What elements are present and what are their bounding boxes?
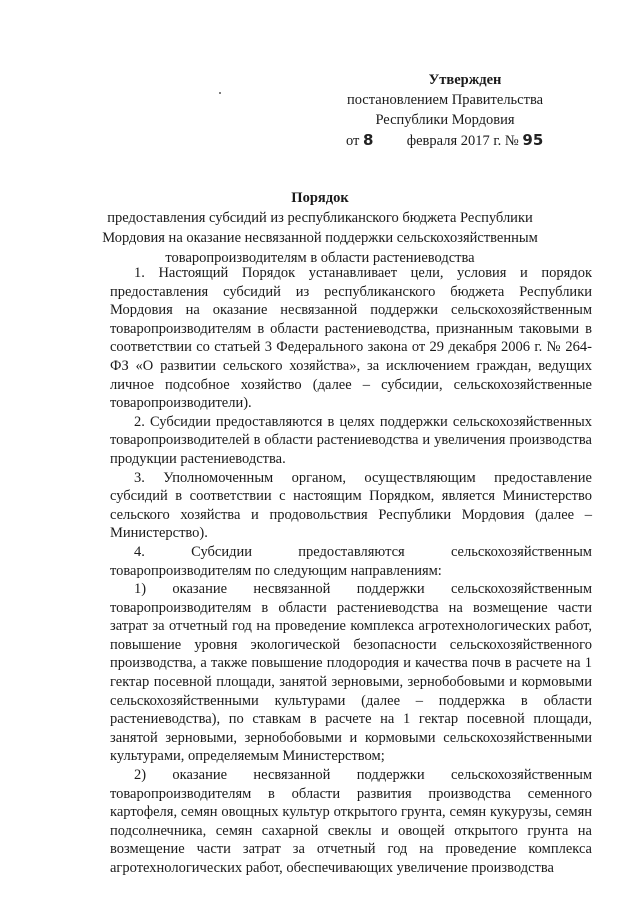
document-subtitle: предоставления субсидий из республиканского бюджета Республики Мордовия на оказание несвязанной поддержки сельскохозяйственным товаропроизводителям в области растениеводства bbox=[102, 210, 538, 266]
paragraph-2: 2. Субсидии предоставляются в целях поддержки сельскохозяйственных товаропроизводителей в области растениеводства и увеличения производства продукции растениеводства. bbox=[110, 413, 592, 467]
date-month-year: февраля 2017 г. № bbox=[406, 133, 519, 149]
paragraph-4: 4. Субсидии предоставляются сельскохозяйственным товаропроизводителям по следующим направлениям: bbox=[110, 543, 592, 579]
document-number-handwritten: 95 bbox=[522, 131, 544, 149]
paragraph-1: 1. Настоящий Порядок устанавливает цели, условия и порядок предоставления субсидий из республиканского бюджета Республики Мордовия на оказание несвязанной поддержки сельскохозяйственным товаропроизводителям в области растениеводства, признанным таковыми в соответствии со статьей 3 Федерального закона от 29 декабря 2006 г. № 264-ФЗ «О развитии сельского хозяйства», за исключением граждан, ведущих личное подсобное хозяйство (далее – субсидии, сельскохозяйственные товаропроизводители). bbox=[110, 265, 592, 412]
date-prefix: от bbox=[346, 133, 360, 149]
scan-speck bbox=[219, 92, 221, 94]
date-day-handwritten: 8 bbox=[363, 131, 374, 149]
paragraph-4-item-1: 1) оказание несвязанной поддержки сельскохозяйственным товаропроизводителям в области растениеводства на возмещение части затрат за отчетный год на проведение комплекса агротехнологических работ, повышение уровня экологической безопасности сельскохозяйственного производства, а также повышение плодородия и качества почв в расчете на 1 гектар посевной площади, занятой зерновыми, зернобобовыми и кормовыми сельскохозяйственными культурами (далее – поддержка в области растениеводства), по ставкам в расчете на 1 гектар посевной площади, занятой зерновыми, зернобобовыми и кормовыми сельскохозяйственными культурами, определяемым Министерством; bbox=[110, 581, 592, 765]
document-body bbox=[110, 264, 592, 878]
paragraph-4-item-2: 2) оказание несвязанной поддержки сельскохозяйственным товаропроизводителям в области развития производства семенного картофеля, семян овощных культур открытого грунта, семян кукурузы, семян подсолнечника, семян сахарной свеклы и овощей открытого грунта на возмещение части затрат за отчетный год на проведение комплекса агротехнологических работ, обеспечивающих увеличение производства bbox=[110, 767, 592, 876]
approval-stamp-block bbox=[330, 70, 560, 151]
approval-date-line bbox=[330, 130, 560, 151]
approved-label: Утвержден bbox=[428, 72, 502, 88]
paragraph-3: 3. Уполномоченным органом, осуществляющим предоставление субсидий в соответствии с настоящим Порядком, является Министерство сельского хозяйства и продовольствия Республики Мордовия (далее – Министерство). bbox=[110, 469, 592, 542]
document-title: Порядок bbox=[291, 190, 349, 206]
approval-line-republic: Республики Мордовия bbox=[375, 112, 515, 128]
document-heading bbox=[100, 188, 540, 268]
approval-line-government: постановлением Правительства bbox=[346, 92, 544, 108]
